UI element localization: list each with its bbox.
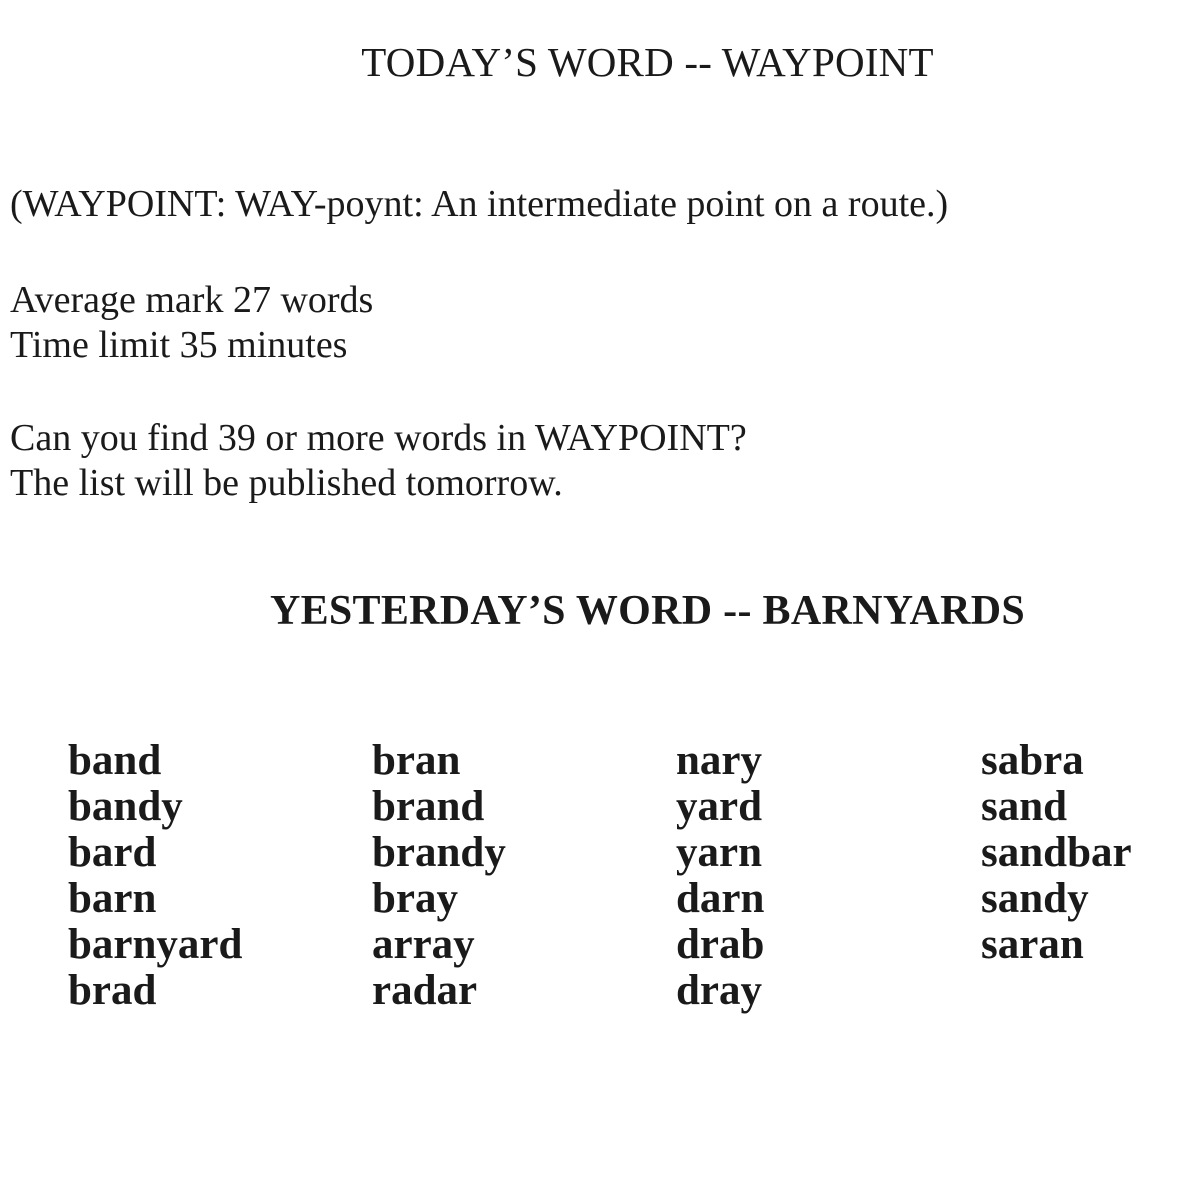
answer-word: band xyxy=(68,737,162,784)
word-column-3 xyxy=(676,738,764,1014)
answer-word: sandbar xyxy=(981,829,1132,876)
answer-word: brad xyxy=(68,967,157,1014)
answer-word: bard xyxy=(68,829,157,876)
challenge-text xyxy=(10,416,747,506)
challenge-question: Can you find 39 or more words in WAYPOINT? xyxy=(10,417,747,459)
answer-word: bran xyxy=(372,737,461,784)
average-mark: Average mark 27 words xyxy=(10,279,374,321)
answer-word: yarn xyxy=(676,829,762,876)
time-limit: Time limit 35 minutes xyxy=(10,324,348,366)
answer-word: bray xyxy=(372,875,458,922)
answer-word: sand xyxy=(981,783,1068,830)
answer-word: darn xyxy=(676,875,765,922)
answer-word: radar xyxy=(372,967,478,1014)
answer-word: nary xyxy=(676,737,762,784)
answer-word: sabra xyxy=(981,737,1084,784)
answer-word: bandy xyxy=(68,783,183,830)
answer-word: barn xyxy=(68,875,157,922)
puzzle-stats xyxy=(10,278,373,368)
answer-word: saran xyxy=(981,921,1084,968)
answer-word: barnyard xyxy=(68,921,243,968)
word-definition: (WAYPOINT: WAY-poynt: An intermediate point on a route.) xyxy=(10,183,949,225)
answer-word: sandy xyxy=(981,875,1089,922)
publish-note: The list will be published tomorrow. xyxy=(10,462,563,504)
answer-word: yard xyxy=(676,783,762,830)
answer-word: drab xyxy=(676,921,765,968)
word-column-1 xyxy=(68,738,242,1014)
yesterdays-word-title: YESTERDAY’S WORD -- BARNYARDS xyxy=(269,588,1026,634)
word-column-4 xyxy=(981,738,1132,968)
answer-word: brandy xyxy=(372,829,506,876)
todays-word-title: TODAY’S WORD -- WAYPOINT xyxy=(361,39,934,85)
answer-word-list xyxy=(0,738,1195,1028)
answer-word: dray xyxy=(676,967,762,1014)
answer-word: brand xyxy=(372,783,485,830)
answer-word: array xyxy=(372,921,475,968)
word-column-2 xyxy=(372,738,506,1014)
